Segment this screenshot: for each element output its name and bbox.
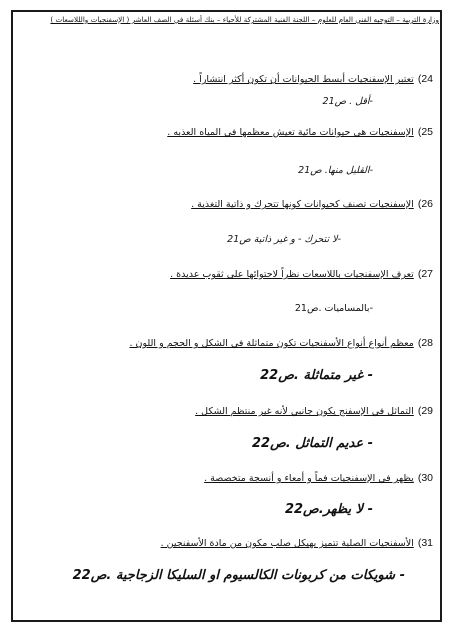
question-number: 30): [417, 472, 433, 484]
question-text: التماثل في الإسفنج يكون جانبي لأنه غير منتظم الشكل .: [195, 406, 414, 417]
question-text: الإسفنجيات تصنف كحيوانات كونها تتحرك و ذاتية التغذية .: [191, 199, 414, 210]
question-26: [18, 198, 433, 210]
question-24: [18, 73, 433, 85]
question-number: 24): [417, 73, 433, 85]
question-30: [18, 472, 433, 484]
question-text: تعتبر الإسفنجيات أبسط الحيوانات أن تكون أكثر انتشاراً .: [193, 74, 414, 85]
question-text: تعرف الإسفنجيات باللاسعات نظراً لاحتوائها على ثقوب عديدة .: [170, 269, 414, 280]
question-text: الإسفنجيات هي حيوانات مائية تعيش معظمها في المياه العذبه .: [167, 127, 414, 138]
answer-24: -أقل . ص21: [322, 96, 373, 107]
question-number: 29): [417, 405, 433, 417]
question-number: 26): [417, 198, 433, 210]
answer-30: - لا يظهر.ص22: [284, 502, 373, 517]
question-number: 31): [417, 537, 433, 549]
answer-29: - عديم التماثل .ص22: [251, 436, 373, 451]
question-29: [18, 405, 433, 417]
page-border: [11, 10, 442, 622]
question-text: الأسفنجيات الصلبة تتميز بهيكل صلب مكون من مادة الأسفنجين .: [160, 538, 414, 549]
question-text: يظهر في الإسفنجيات فماً و أمعاء و أنسجة متخصصة .: [204, 473, 414, 484]
question-25: [18, 126, 433, 138]
question-number: 25): [417, 126, 433, 138]
answer-28: - غير متماثلة .ص22: [260, 368, 373, 383]
question-text: معظم أنواع أنواع الأسفنجيات تكون متماثلة في الشكل و الحجم و اللون .: [129, 338, 414, 349]
question-number: 27): [417, 268, 433, 280]
answer-31: - شويكات من كربونات الكالسيوم او السليكا الزجاجية .ص22: [72, 568, 405, 583]
page-header: وزارة التربية – التوجيه الفني العام للعلوم – اللجنة الفنية المشتركة للأحياء – بنك أسئلة في الصف العاشر ( الإسفنجيات والللاسعات ): [50, 15, 439, 24]
question-28: [18, 337, 433, 349]
answer-27: -بالمساميات .ص21: [294, 303, 373, 314]
question-27: [18, 268, 433, 280]
answer-25: -القليل منها. ص21: [298, 165, 373, 176]
question-number: 28): [417, 337, 433, 349]
question-31: [18, 537, 433, 549]
answer-26: -لا تتحرك - و غير ذاتية ص21: [227, 234, 341, 245]
